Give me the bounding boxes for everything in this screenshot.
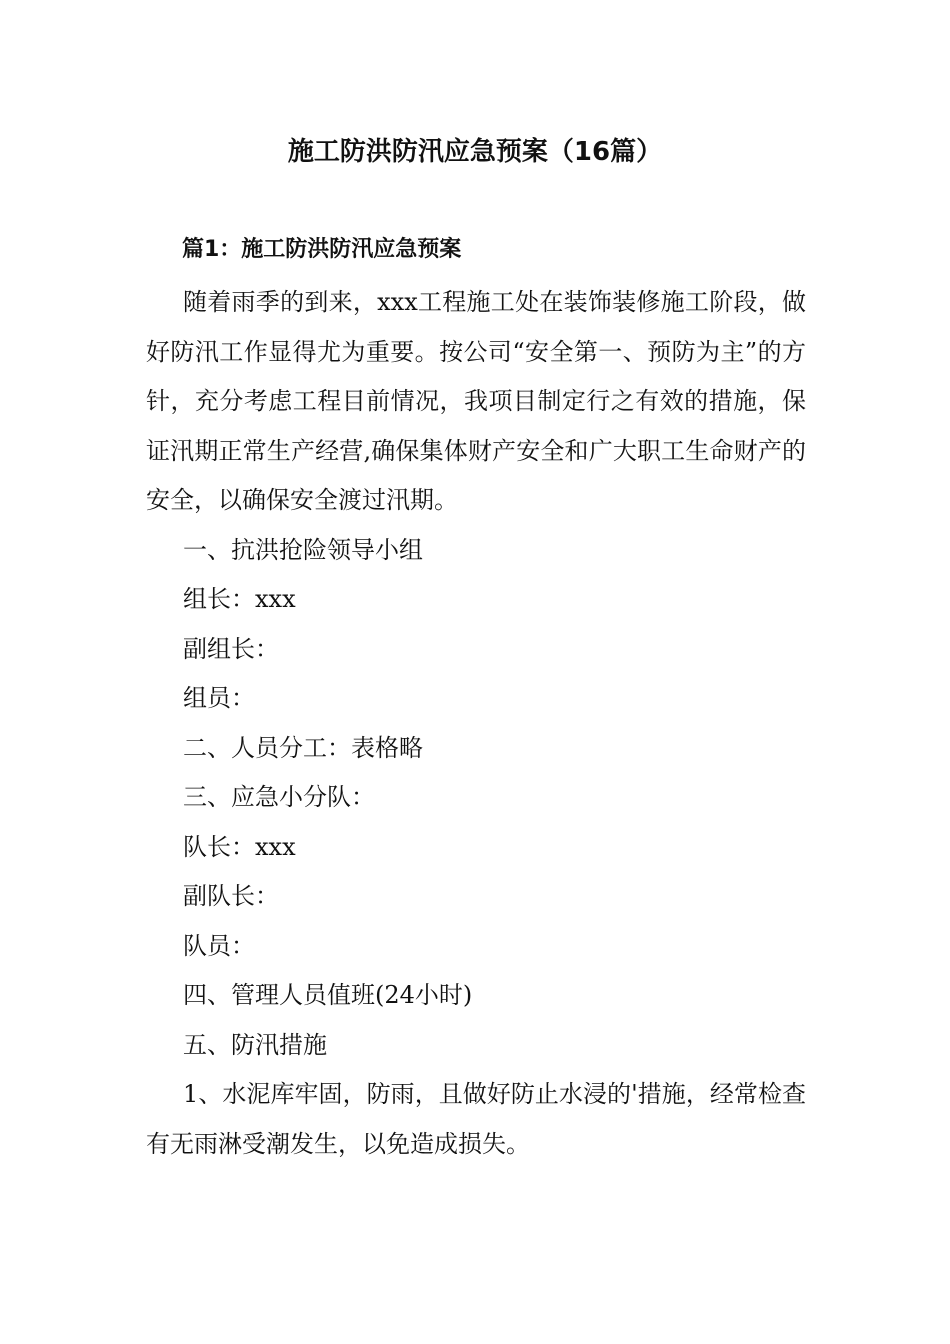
list-item-group-leader: 组长：xxx [183, 585, 296, 613]
list-item-group-members: 组员： [183, 684, 255, 712]
list-item-squad-members: 队员： [183, 931, 255, 960]
section-heading: 篇1：施工防洪防汛应急预案 [182, 237, 462, 262]
list-item-leadership-group: 一、抗洪抢险领导小组 [183, 535, 423, 564]
document-body [146, 278, 806, 1169]
document-title: 施工防洪防汛应急预案（16篇） [287, 137, 663, 167]
list-item-emergency-squad: 三、应急小分队： [183, 783, 375, 811]
list-item-deputy-squad-leader: 副队长： [183, 882, 279, 910]
intro-paragraph: 随着雨季的到来，xxx工程施工处在装饰装修施工阶段，做好防汛工作显得尤为重要。按公司“安全第一、预防为主”的方针，充分考虑工程目前情况，我项目制定行之有效的措施，保证汛期正常生产经营,确保集体财产安全和广大职工生命财产的安全，以确保安全渡过汛期。 [146, 288, 806, 514]
list-item-duty-roster: 四、管理人员值班(24小时) [183, 981, 473, 1009]
list-item-squad-leader: 队长：xxx [183, 832, 296, 861]
measure-paragraph: 1、水泥库牢固，防雨，且做好防止水浸的'措施，经常检查有无雨淋受潮发生，以免造成损失。 [146, 1080, 806, 1158]
list-item-staff-division: 二、人员分工：表格略 [183, 733, 423, 762]
list-item-flood-measures: 五、防汛措施 [183, 1030, 327, 1059]
list-item-deputy-group-leader: 副组长： [183, 634, 279, 663]
